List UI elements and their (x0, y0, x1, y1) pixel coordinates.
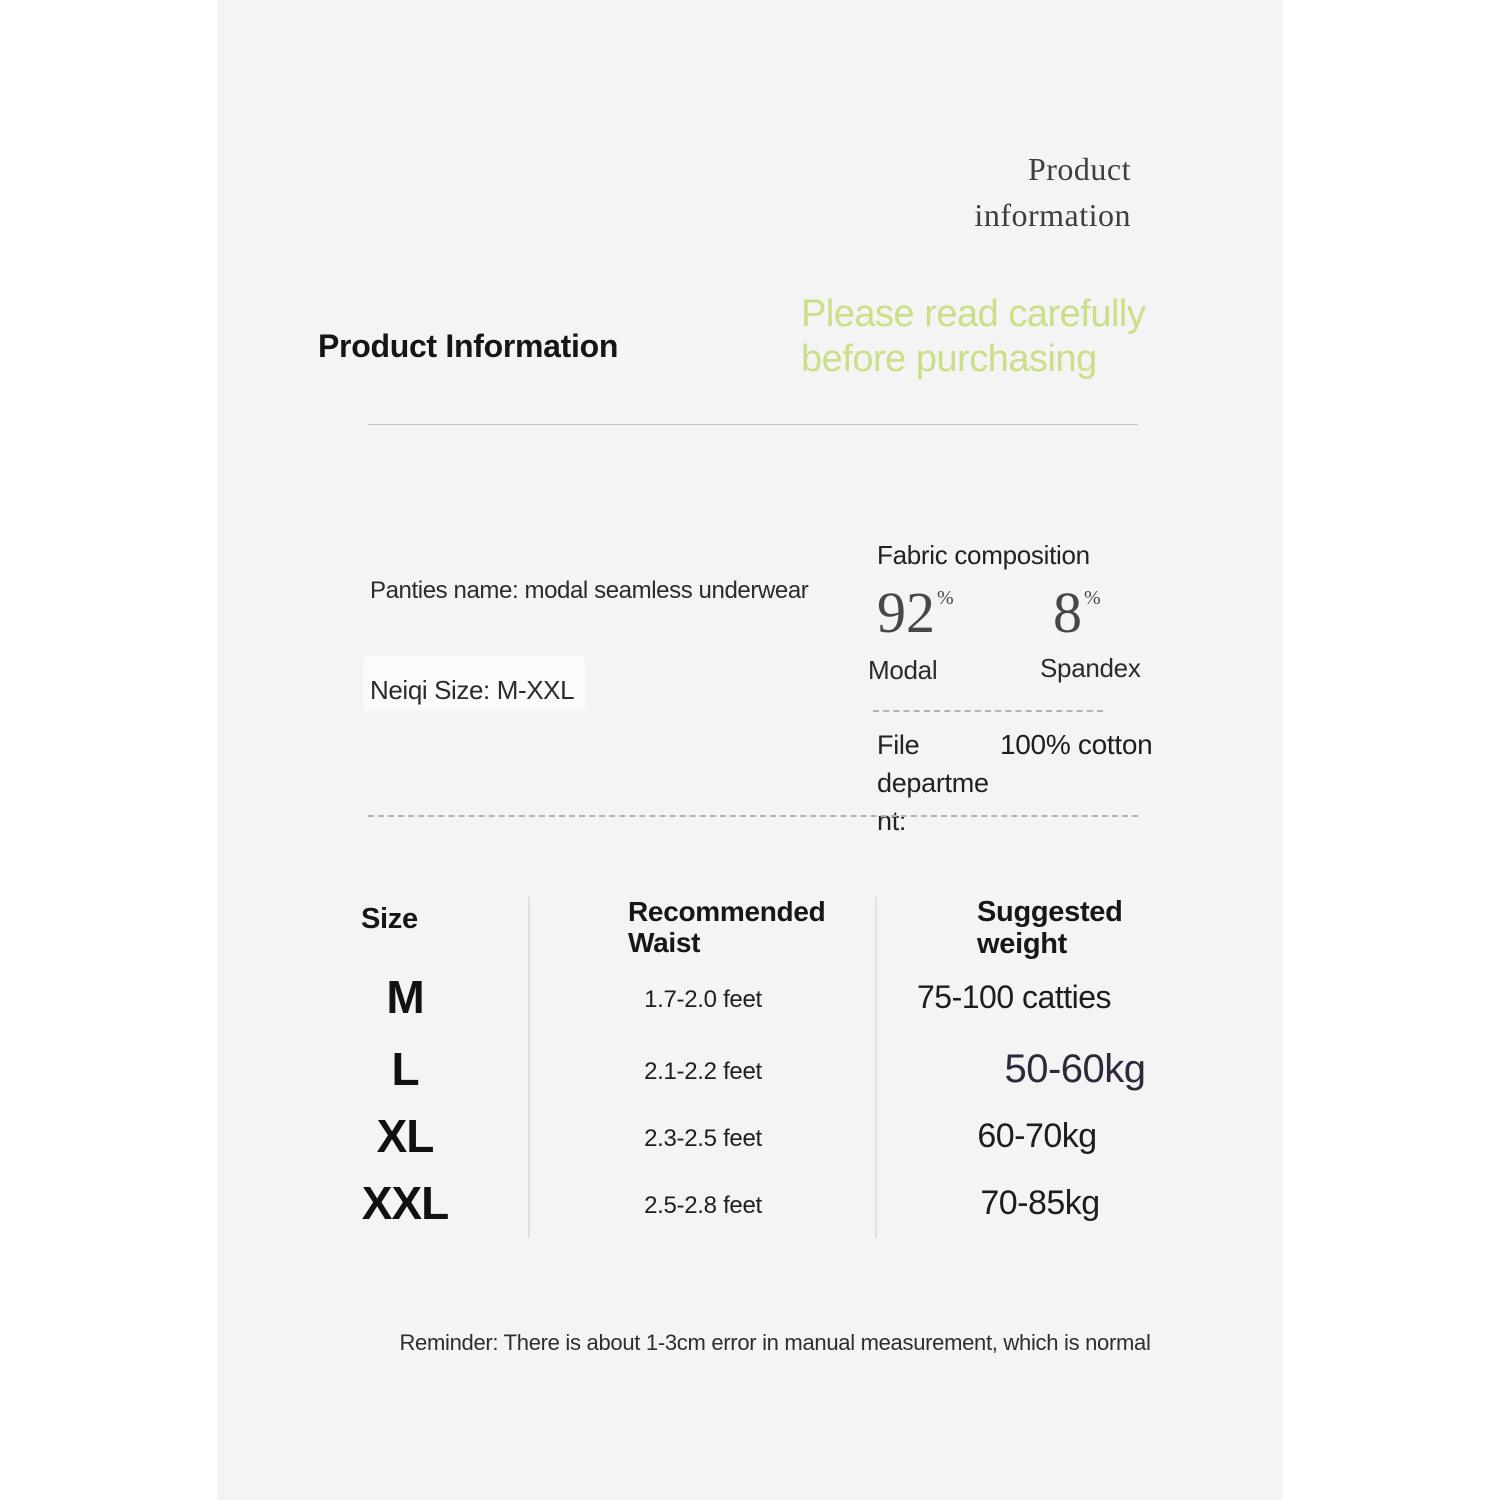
table-header-waist: Recommended Waist (628, 896, 826, 958)
product-size-label: Neiqi Size: M-XXL (370, 675, 575, 705)
serif-title-line-1: Product (1027, 151, 1131, 187)
purchase-notice-line-1: Please read carefully (801, 293, 1146, 335)
fabric-component-spandex-name: Spandex (1040, 653, 1141, 683)
fabric-component-spandex-percent (1053, 580, 1101, 645)
purchase-notice (801, 292, 1145, 382)
weight-cell: 70-85kg (980, 1184, 1100, 1222)
table-row (217, 1100, 1283, 1172)
waist-cell: 1.7-2.0 feet (644, 986, 762, 1013)
divider-line (368, 424, 1138, 425)
crotch-fabric-value: 100% cotton (1000, 729, 1153, 760)
table-row (217, 1033, 1283, 1105)
crotch-fabric-label: File department: (877, 730, 989, 836)
spandex-percent-sign: % (1084, 587, 1101, 609)
table-header-size: Size (361, 903, 418, 935)
weight-cell: 75-100 catties (916, 979, 1111, 1015)
serif-title-line-2: information (974, 197, 1131, 233)
reminder-text: Reminder: There is about 1-3cm error in manual measurement, which is normal (399, 1330, 1151, 1355)
table-header-weight: Suggested weight (977, 896, 1123, 960)
dashed-divider-short (873, 710, 1103, 712)
spandex-percent-value: 8 (1053, 580, 1082, 645)
product-info-page (217, 0, 1283, 1500)
fabric-component-modal-name: Modal (868, 655, 938, 685)
page-title-serif (974, 146, 1131, 238)
size-cell: XL (376, 1110, 434, 1162)
fabric-composition-title: Fabric composition (877, 540, 1090, 570)
section-heading: Product Information (318, 328, 619, 364)
modal-percent-value: 92 (877, 580, 935, 645)
weight-cell: 50-60kg (1004, 1047, 1146, 1091)
size-cell: L (391, 1043, 419, 1095)
size-cell: XXL (361, 1177, 449, 1229)
waist-cell: 2.3-2.5 feet (644, 1125, 762, 1152)
dashed-divider-long (368, 815, 1138, 817)
waist-cell: 2.1-2.2 feet (644, 1058, 762, 1085)
size-cell: M (386, 971, 424, 1023)
waist-cell: 2.5-2.8 feet (644, 1192, 762, 1219)
product-name-label: Panties name: modal seamless underwear (370, 577, 809, 604)
fabric-component-modal-percent (877, 580, 954, 645)
weight-cell: 60-70kg (977, 1117, 1097, 1155)
modal-percent-sign: % (937, 587, 954, 609)
purchase-notice-line-2: before purchasing (801, 338, 1097, 380)
table-row (217, 1167, 1283, 1239)
table-row (217, 961, 1283, 1033)
